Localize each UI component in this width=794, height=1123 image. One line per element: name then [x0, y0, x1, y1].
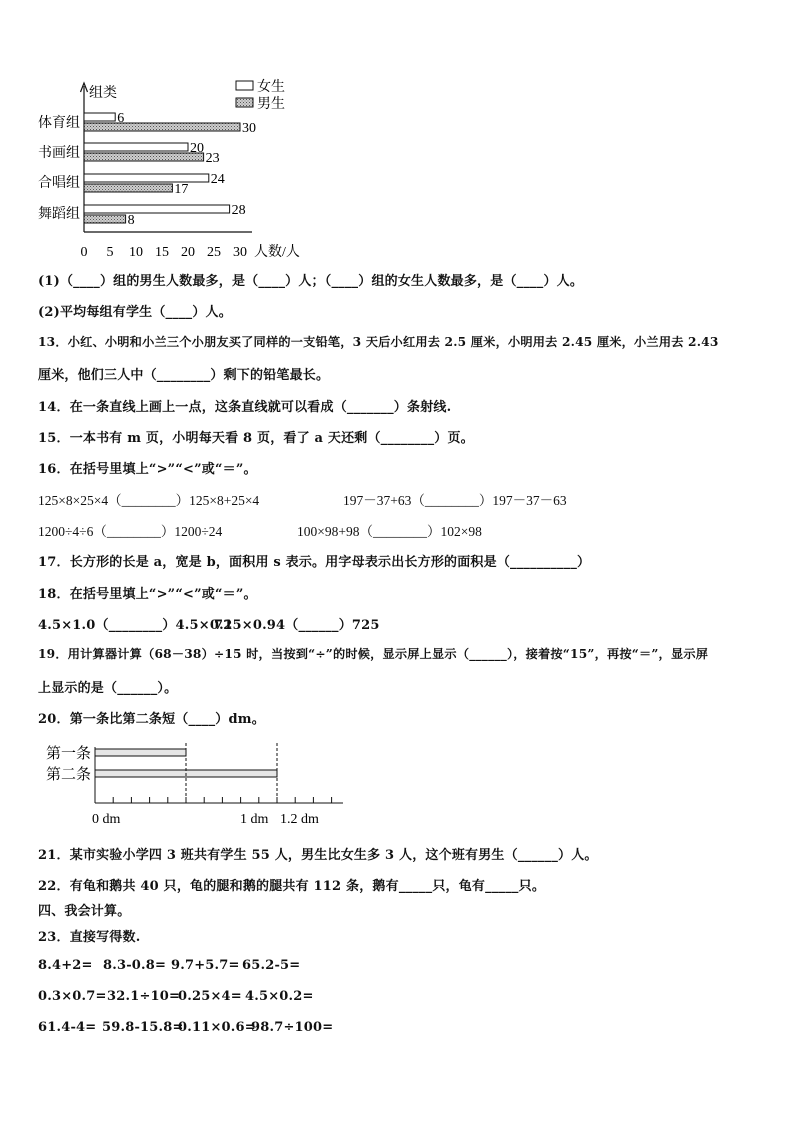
q13-line1: 13．小红、小明和小兰三个小朋友买了同样的一支铅笔，3 天后小红用去 2.5 厘米，小明用去 2.45 厘米，小兰用去 2.43 [38, 335, 719, 349]
calc-2-4: 4.5×0.2= [245, 989, 314, 1004]
q15-text: 15．一本书有 m 页，小明每天看 8 页，看了 a 天还剩（________）页。 [38, 431, 474, 446]
x-tick-15: 15 [155, 245, 169, 260]
q17-text: 17．长方形的长是 a，宽是 b，面积用 s 表示。用字母表示出长方形的面积是（__________） [38, 555, 591, 570]
calc-2-2: 32.1÷10= [107, 989, 181, 1004]
q19-line1: 19．用计算器计算（68－38）÷15 时，当按到“÷”的时候，显示屏上显示（______），接着按“15”，再按“＝”，显示屏 [38, 647, 709, 661]
scale-ticks [95, 797, 332, 803]
calc-2-3: 0.25×4= [178, 989, 242, 1004]
q12-part1: (1)（____）组的男生人数最多，是（____）人；（____）组的女生人数最多，是（____）人。 [38, 274, 584, 289]
bar-male-painting [84, 153, 204, 161]
category-label-sports: 体育组 [38, 116, 80, 131]
legend-label-male: 男生 [257, 97, 285, 112]
x-tick-5: 5 [106, 245, 114, 260]
calc-1-4: 65.2-5= [242, 958, 301, 973]
calc-1-3: 9.7+5.7= [171, 958, 240, 973]
scale-label-one-point-two-dm: 1.2 dm [280, 812, 319, 827]
scale-label-zero: 0 dm [92, 812, 121, 827]
q16-compare-2a: 1200÷4÷6（________）1200÷24 [38, 524, 223, 539]
calc-3-1: 61.4-4= [38, 1020, 97, 1035]
q18-compare-a: 4.5×1.0（________）4.5×0.1 [38, 618, 234, 633]
segment-comparison-diagram [0, 735, 360, 830]
category-label-painting: 书画组 [38, 146, 80, 161]
first-segment-label: 第一条 [46, 746, 92, 762]
calc-3-3: 0.11×0.6= [178, 1020, 256, 1035]
value-label-male-dance: 8 [127, 213, 135, 228]
category-label-choir: 合唱组 [38, 176, 80, 191]
q16-compare-1a: 125×8×25×4（________）125×8+25×4 [38, 493, 260, 508]
x-tick-30: 30 [233, 245, 247, 260]
q18-compare-b: 725×0.94（______）725 [214, 618, 380, 633]
second-segment-label: 第二条 [46, 767, 92, 783]
value-label-female-dance: 28 [231, 203, 246, 218]
scale-label-one-dm: 1 dm [240, 812, 269, 827]
bar-female-sports [84, 113, 115, 121]
calc-1-2: 8.3-0.8= [103, 958, 167, 973]
legend-label-female: 女生 [257, 80, 285, 95]
value-label-male-sports: 30 [242, 121, 256, 136]
x-tick-20: 20 [181, 245, 195, 260]
q21-text: 21．某市实验小学四 3 班共有学生 55 人，男生比女生多 3 人，这个班有男生（______）人。 [38, 848, 598, 863]
legend-swatch-female [236, 81, 253, 90]
calc-3-4: 98.7÷100= [251, 1020, 334, 1035]
bar-male-dance [84, 215, 126, 223]
bar-female-dance [84, 205, 230, 213]
q23-title: 23．直接写得数. [38, 930, 141, 945]
x-axis-title: 人数/人 [254, 245, 300, 260]
q19-line2: 上显示的是（______）。 [38, 681, 178, 696]
calc-1-1: 8.4+2= [38, 958, 93, 973]
x-tick-25: 25 [207, 245, 221, 260]
q16-title: 16．在括号里填上“>”“<”或“＝”。 [38, 462, 257, 477]
q16-compare-2b: 100×98+98（________）102×98 [297, 524, 482, 539]
y-axis-title: 组类 [89, 86, 117, 101]
value-label-female-choir: 24 [210, 172, 225, 187]
q14-text: 14．在一条直线上画上一点，这条直线就可以看成（_______）条射线. [38, 400, 452, 415]
bar-male-sports [84, 123, 240, 131]
bar-female-choir [84, 174, 209, 182]
calc-3-2: 59.8-15.8= [102, 1020, 184, 1035]
legend-swatch-male [236, 98, 253, 107]
value-label-male-choir: 17 [174, 182, 189, 197]
bar-female-painting [84, 143, 188, 151]
q18-title: 18．在括号里填上“>”“<”或“＝”。 [38, 587, 257, 602]
q22-text: 22．有龟和鹅共 40 只，龟的腿和鹅的腿共有 112 条，鹅有_____只，龟有_____只。 [38, 879, 546, 894]
value-label-female-sports: 6 [117, 111, 125, 126]
x-tick-0: 0 [80, 245, 88, 260]
bar-male-choir [84, 184, 172, 192]
q12-part2: (2)平均每组有学生（____）人。 [38, 305, 232, 320]
category-label-dance: 舞蹈组 [38, 207, 80, 222]
value-label-female-painting: 20 [190, 141, 204, 156]
first-segment-bar [95, 749, 186, 756]
calc-2-1: 0.3×0.7= [38, 989, 107, 1004]
q13-line2: 厘米，他们三人中（________）剩下的铅笔最长。 [38, 368, 330, 383]
x-tick-10: 10 [129, 245, 143, 260]
value-label-male-painting: 23 [205, 151, 220, 166]
q16-compare-1b: 197－37+63（________）197－37－63 [343, 493, 567, 508]
section-4-heading: 四、我会计算。 [38, 904, 131, 919]
q20-text: 20．第一条比第二条短（____）dm。 [38, 712, 265, 727]
group-gender-bar-chart [0, 0, 330, 265]
